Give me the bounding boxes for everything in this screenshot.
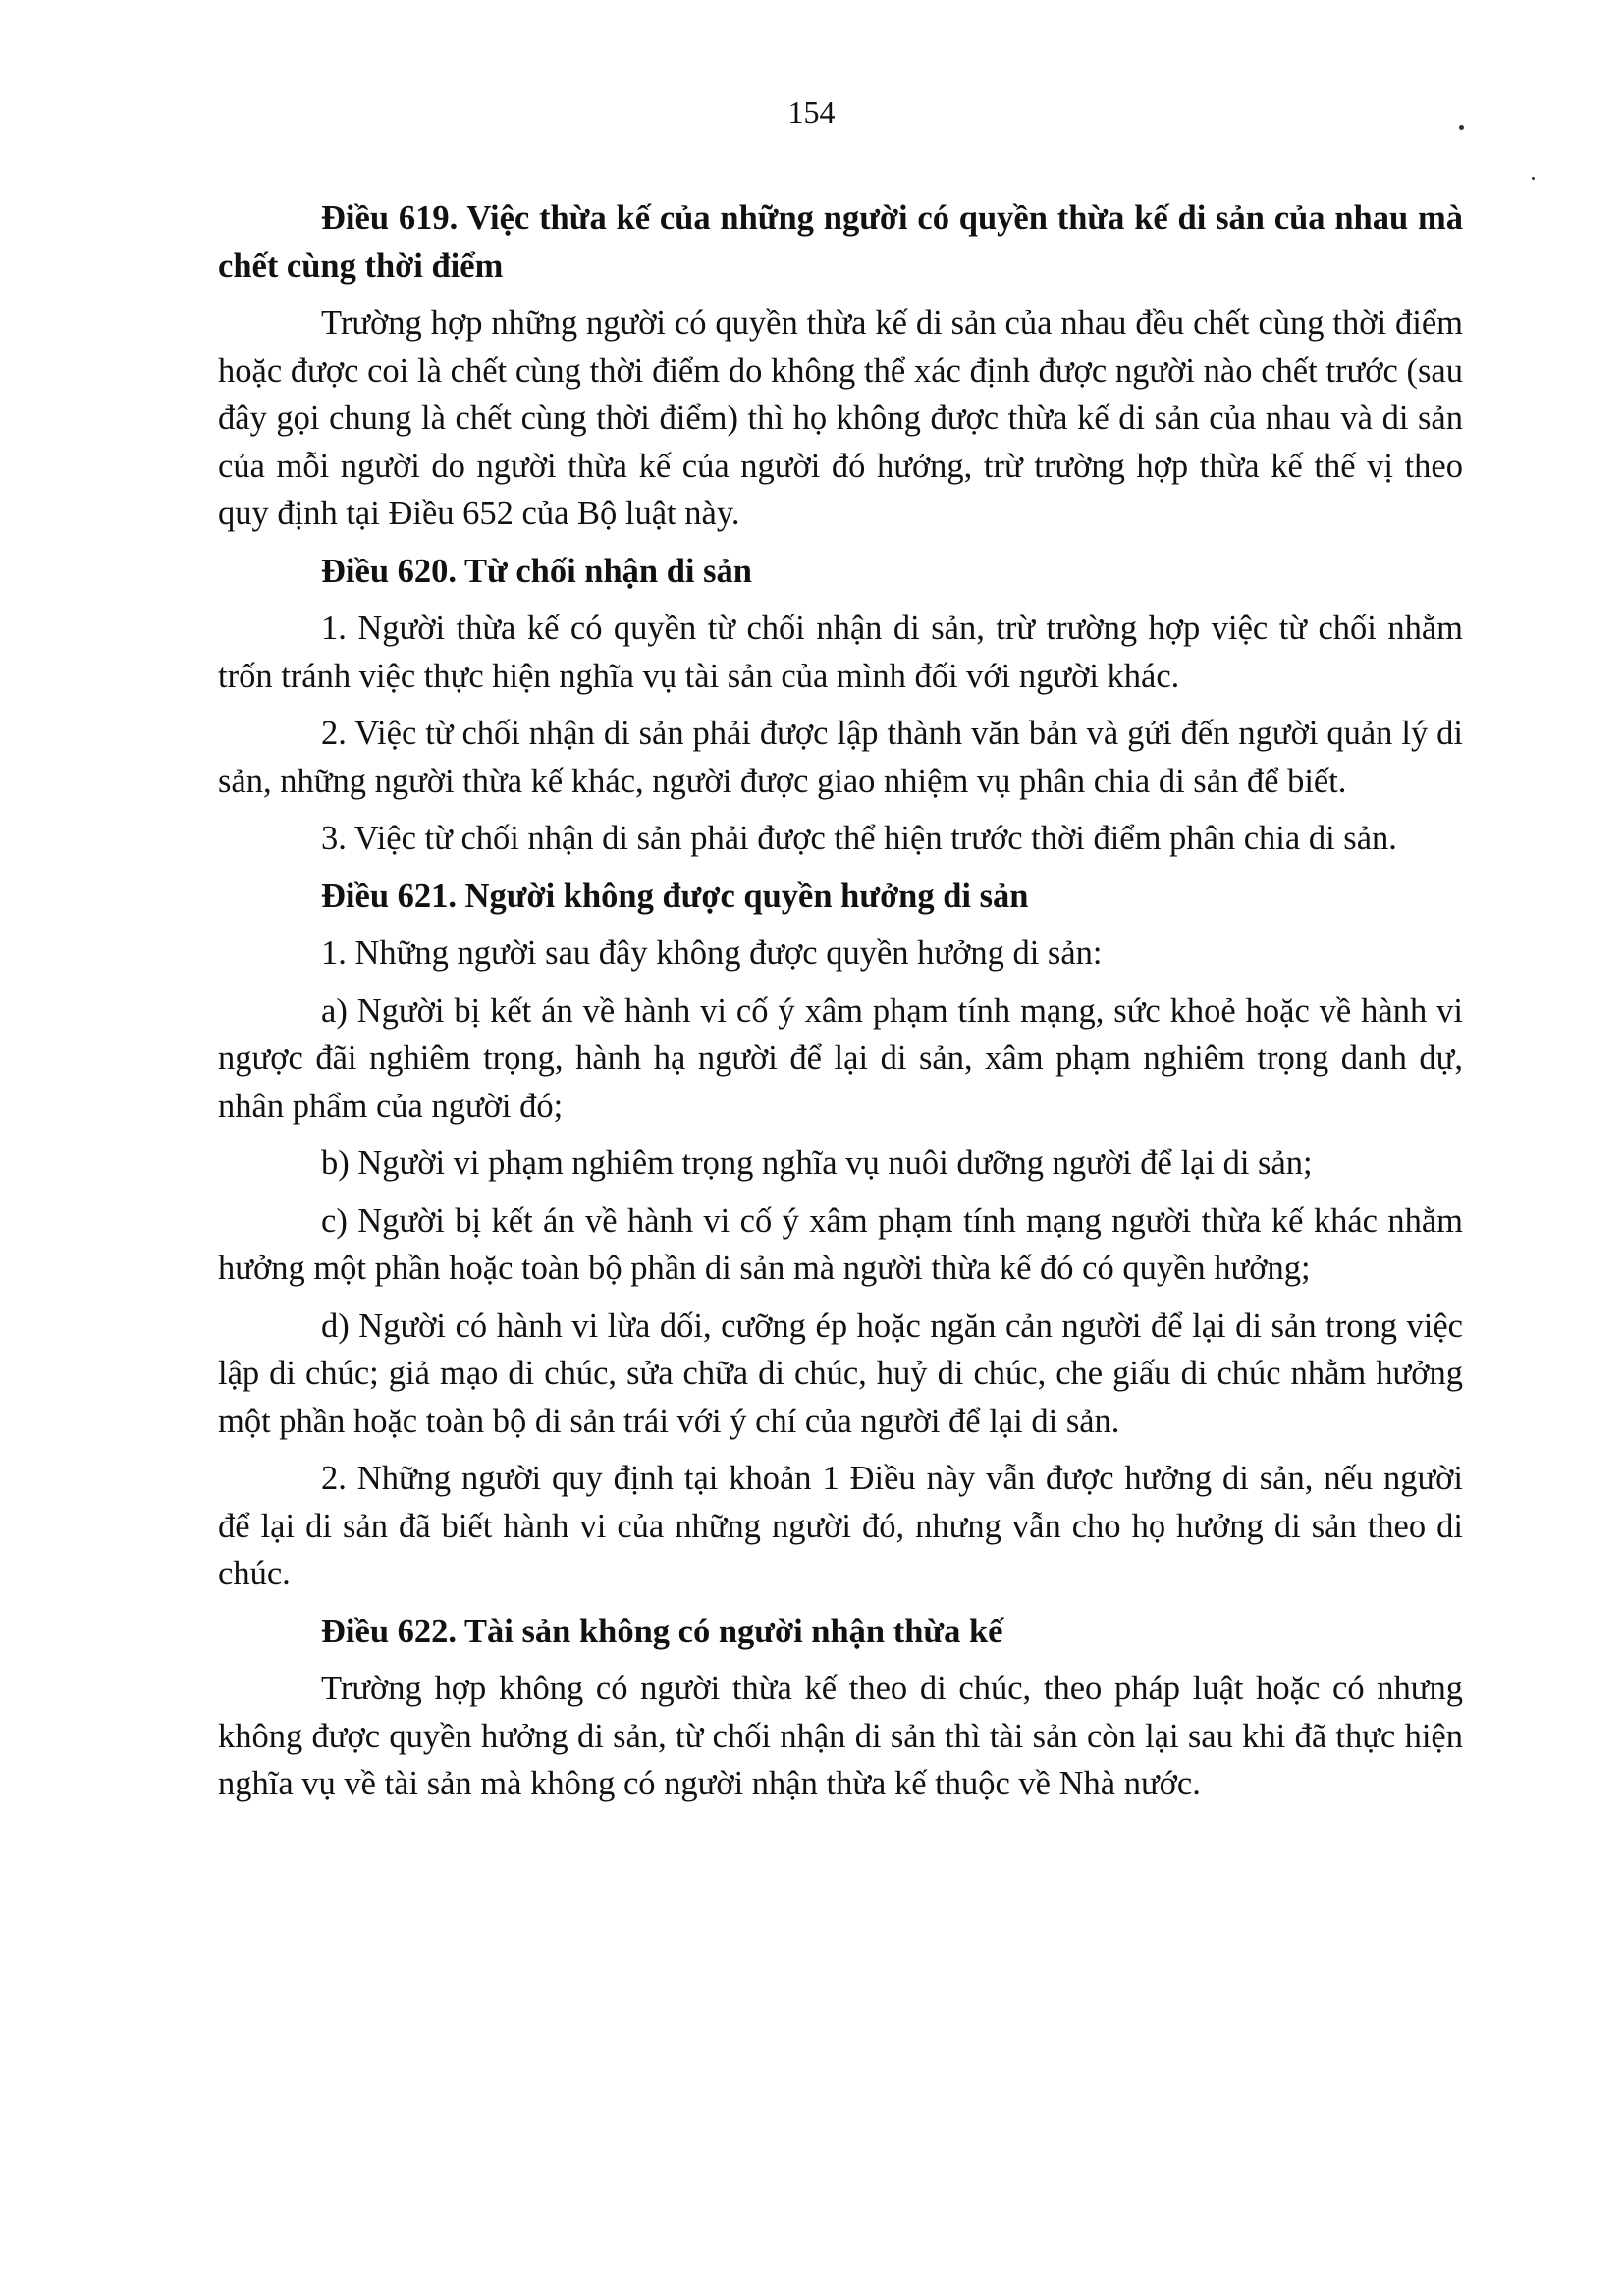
article-paragraph: 2. Việc từ chối nhận di sản phải được lập thành văn bản và gửi đến người quản lý di sản, những người thừa kế khác, người được giao nhiệm vụ phân chia di sản để biết. [218, 715, 1463, 800]
article-heading: Điều 620. Từ chối nhận di sản [321, 552, 752, 590]
article-622 [218, 1608, 1463, 1808]
article-heading: Điều 622. Tài sản không có người nhận thừa kế [321, 1612, 1003, 1650]
article-heading: Điều 621. Người không được quyền hưởng di sản [321, 877, 1029, 915]
document-body [218, 194, 1463, 1818]
article-619 [218, 194, 1463, 538]
article-paragraph: Trường hợp không có người thừa kế theo di chúc, theo pháp luật hoặc có nhưng không được quyền hưởng di sản, từ chối nhận di sản thì tài sản còn lại sau khi đã thực hiện nghĩa vụ về tài sản mà không có người nhận thừa kế thuộc về Nhà nước. [218, 1670, 1463, 1802]
scan-speck [1459, 125, 1464, 130]
article-paragraph: 3. Việc từ chối nhận di sản phải được thể hiện trước thời điểm phân chia di sản. [321, 820, 1397, 857]
scan-speck [1532, 177, 1535, 180]
article-paragraph: a) Người bị kết án về hành vi cố ý xâm phạm tính mạng, sức khoẻ hoặc về hành vi ngược đãi nghiêm trọng, hành hạ người để lại di sản, xâm phạm nghiêm trọng danh dự, nhân phẩm của người đó; [218, 991, 1463, 1125]
page-number: 154 [787, 94, 836, 130]
article-paragraph: Trường hợp những người có quyền thừa kế di sản của nhau đều chết cùng thời điểm hoặc được coi là chết cùng thời điểm do không thể xác định được người nào chết trước (sau đây gọi chung là chết cùng thời điểm) thì họ không được thừa kế di sản của nhau và di sản của mỗi người do người thừa kế của người đó hưởng, trừ trường hợp thừa kế thế vị theo quy định tại Điều 652 của Bộ luật này. [218, 304, 1463, 532]
article-paragraph: 1. Người thừa kế có quyền từ chối nhận di sản, trừ trường hợp việc từ chối nhằm trốn tránh việc thực hiện nghĩa vụ tài sản của mình đối với người khác. [218, 610, 1463, 695]
article-heading: Điều 619. Việc thừa kế của những người có quyền thừa kế di sản của nhau mà chết cùng thời điểm [218, 199, 1463, 285]
article-paragraph: c) Người bị kết án về hành vi cố ý xâm phạm tính mạng người thừa kế khác nhằm hưởng một phần hoặc toàn bộ phần di sản mà người thừa kế đó có quyền hưởng; [218, 1201, 1463, 1287]
article-paragraph: d) Người có hành vi lừa dối, cưỡng ép hoặc ngăn cản người để lại di sản trong việc lập di chúc; giả mạo di chúc, sửa chữa di chúc, huỷ di chúc, che giấu di chúc nhằm hưởng một phần hoặc toàn bộ di sản trái với ý chí của người để lại di sản. [218, 1307, 1463, 1440]
article-paragraph: 2. Những người quy định tại khoản 1 Điều này vẫn được hưởng di sản, nếu người để lại di sản đã biết hành vi của những người đó, nhưng vẫn cho họ hưởng di sản theo di chúc. [218, 1460, 1463, 1592]
article-paragraph: 1. Những người sau đây không được quyền hưởng di sản: [321, 934, 1103, 972]
article-paragraph: b) Người vi phạm nghiêm trọng nghĩa vụ nuôi dưỡng người để lại di sản; [321, 1145, 1313, 1182]
article-621 [218, 873, 1463, 1598]
article-620 [218, 548, 1463, 863]
